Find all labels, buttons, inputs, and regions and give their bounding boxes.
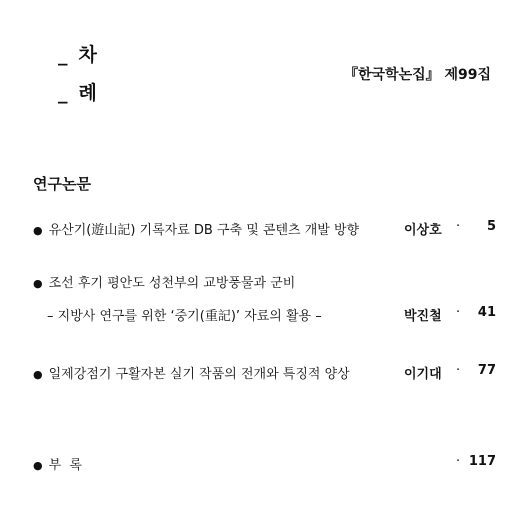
toc-entry-3[interactable] [33, 363, 350, 382]
entry-title: 유산기(遊山記) 기록자료 DB 구축 및 콘텐츠 개발 방향 [48, 223, 360, 238]
heading-dash: _ [58, 44, 69, 66]
appendix-page-number: 117 [468, 454, 496, 469]
toc-entry-2[interactable] [33, 272, 295, 291]
entry-leader-dot: · [456, 454, 461, 469]
toc-heading-line-1 [58, 40, 98, 67]
heading-char-1: 차 [78, 44, 98, 66]
toc-heading-line-2 [58, 78, 98, 105]
entry-page-number: 5 [486, 219, 496, 234]
bullet-icon: ● [33, 277, 43, 290]
entry-leader-dot: · [456, 363, 461, 378]
bullet-icon: ● [33, 224, 43, 237]
appendix-label: 부 록 [48, 458, 82, 473]
heading-char-2: 례 [78, 82, 98, 104]
entry-subtitle: – 지방사 연구를 위한 ‘중기(重記)’ 자료의 활용 – [47, 309, 322, 324]
entry-author: 이상호 [404, 223, 442, 238]
toc-entry-1[interactable] [33, 219, 359, 238]
toc-appendix[interactable] [33, 454, 82, 473]
bullet-icon: ● [33, 368, 43, 381]
bullet-icon: ● [33, 459, 43, 472]
entry-title: 일제강점기 구활자본 실기 작품의 전개와 특징적 양상 [48, 367, 350, 382]
entry-page-number: 77 [477, 363, 496, 378]
journal-title: 『한국학논집』 제99집 [344, 67, 492, 83]
entry-author: 박진철 [404, 309, 442, 324]
entry-page-number: 41 [477, 305, 496, 320]
entry-title: 조선 후기 평안도 성천부의 교방풍물과 군비 [48, 276, 296, 291]
heading-dash: _ [58, 82, 69, 104]
section-title: 연구논문 [33, 175, 91, 193]
entry-author: 이기대 [404, 367, 442, 382]
entry-leader-dot: · [456, 305, 461, 320]
entry-leader-dot: · [456, 219, 461, 234]
